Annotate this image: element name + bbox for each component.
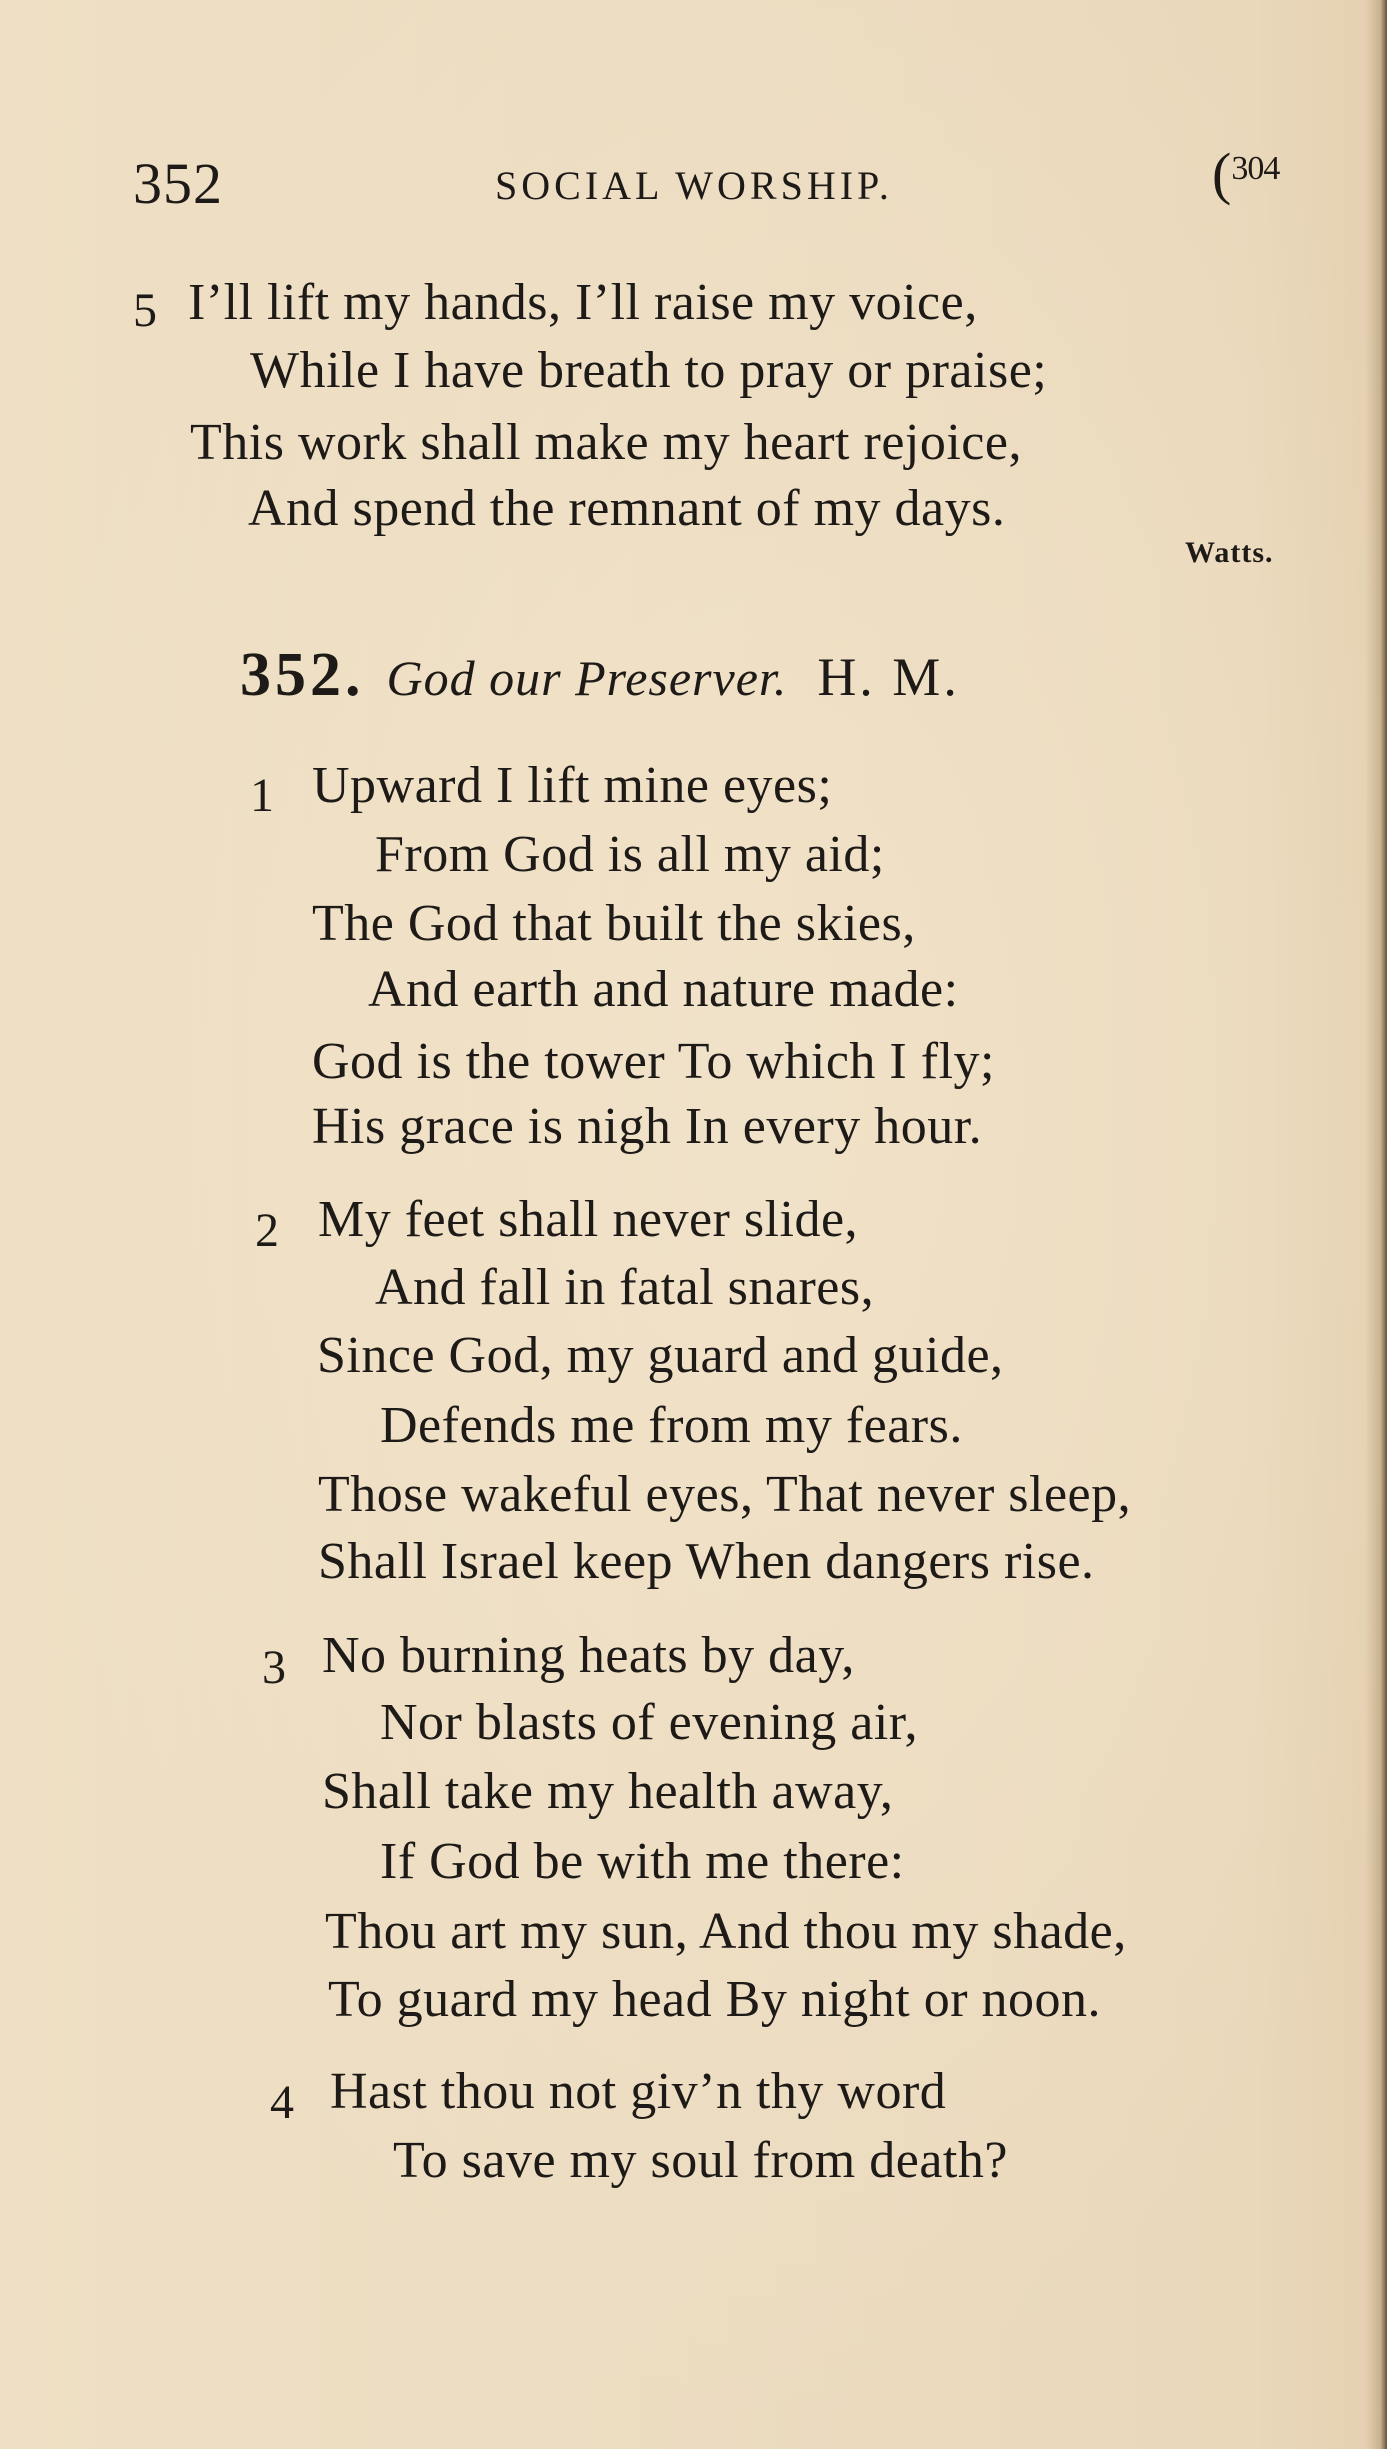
verse-line: Nor blasts of evening air, [380, 1694, 919, 1751]
verse-line: My feet shall never slide, [318, 1191, 859, 1248]
verse-line: If God be with me there: [380, 1833, 905, 1890]
page-number: 352 [133, 151, 223, 216]
verse-line: Those wakeful eyes, That never sleep, [318, 1466, 1132, 1523]
stanza-number: 5 [133, 284, 157, 337]
reference-bracket: ( [1212, 141, 1232, 206]
stanza-number: 1 [250, 769, 274, 822]
verse-line: And spend the remnant of my days. [248, 480, 1006, 537]
verse-line: Shall Israel keep When dangers rise. [318, 1533, 1095, 1590]
verse-line: And earth and nature made: [368, 961, 959, 1018]
verse-line: And fall in fatal snares, [375, 1259, 875, 1316]
running-title: SOCIAL WORSHIP. [495, 163, 893, 208]
verse-line: From God is all my aid; [375, 826, 885, 883]
verse-line: While I have breath to pray or praise; [250, 342, 1048, 399]
stanza-number: 3 [262, 1641, 286, 1694]
hymn-heading [240, 640, 960, 711]
stanza-number: 4 [270, 2076, 294, 2129]
verse-line: No burning heats by day, [322, 1627, 855, 1684]
verse-line: To guard my head By night or noon. [328, 1971, 1102, 2028]
page-edge-shadow [1365, 0, 1387, 2449]
reference-number: 304 [1231, 150, 1280, 187]
verse-line: I’ll lift my hands, I’ll raise my voice, [188, 274, 978, 331]
verse-line: God is the tower To which I fly; [312, 1033, 995, 1090]
running-head [0, 140, 1387, 220]
hymn-reference-number [1212, 140, 1279, 207]
verse-line: To save my soul from death? [393, 2132, 1008, 2189]
verse-line: Since God, my guard and guide, [317, 1327, 1004, 1384]
verse-line: His grace is nigh In every hour. [312, 1098, 983, 1155]
verse-line: This work shall make my heart rejoice, [190, 414, 1022, 471]
verse-line: Defends me from my fears. [380, 1397, 963, 1454]
verse-line: Upward I lift mine eyes; [312, 757, 833, 814]
verse-line: Shall take my health away, [322, 1763, 894, 1820]
stanza-number: 2 [255, 1204, 279, 1257]
hymn-number: 352. [240, 641, 365, 709]
verse-line: Thou art my sun, And thou my shade, [325, 1903, 1127, 1960]
hymn-title: God our Preserver. [386, 650, 788, 706]
verse-line: Hast thou not giv’n thy word [330, 2063, 947, 2120]
verse-line: The God that built the skies, [312, 895, 916, 952]
hymn-meter: H. M. [817, 647, 960, 707]
author-attribution: Watts. [1185, 536, 1274, 569]
